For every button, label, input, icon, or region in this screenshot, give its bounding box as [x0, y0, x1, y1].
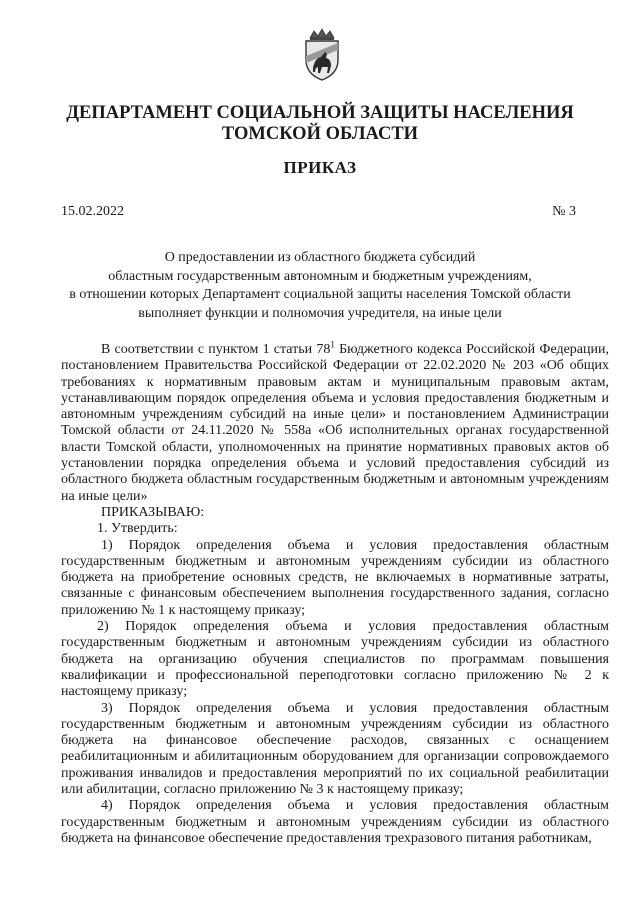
document-subject	[0, 249, 640, 323]
item-1-heading: 1. Утвердить:	[97, 521, 178, 537]
organization-name	[0, 103, 640, 145]
preamble-text-rest: Бюджетного кодекса Российской Федерации, постановлением Правительства Российской Федерации от 22.02.2020 № 203 «Об общих требованиях к нормативным правовым актам и муниципальным правовым актам, устанавливающим порядок определения объема и условия предоставления бюджетным и автономным учреждениям субсидий на иные цели» и постановлением Администрации Томской области от 24.11.2020 № 558а «Об исполнительных органах государственной власти Томской области, уполномоченных на принятие нормативных правовых актов об установлении порядка определения объема и условий предоставления субсидий из областного бюджета областным государственным бюджетным и автономным учреждениям на иные цели»	[61, 342, 609, 504]
subitem-paragraph: 4) Порядок определения объема и условия предоставления областным государственным бюджетным и автономным учреждениям субсидии из областного бюджета на финансовое обеспечение предоставления трехразового питания работникам,	[61, 798, 609, 846]
preamble-text-start: В соответствии с пунктом 1 статьи 78	[101, 342, 331, 357]
document-body	[61, 339, 609, 847]
document-type: ПРИКАЗ	[283, 158, 357, 177]
subitem-paragraph: 3) Порядок определения объема и условия предоставления областным государственным бюджетным и автономным учреждениям субсидии из областного бюджета на финансовое обеспечение расходов, связанных с оснащением реабилитационным и абилитационным оборудованием для организации сопровождаемого проживания инвалидов и предоставления мероприятий по их социальной реабилитации или абилитации, согласно приложению № 3 к настоящему приказу;	[61, 700, 609, 798]
subject-line: областным государственным автономным и бюджетным учреждениям,	[108, 268, 532, 284]
document-number: № 3	[552, 204, 576, 219]
subject-line: в отношении которых Департамент социальной защиты населения Томской области	[69, 287, 571, 302]
organization-name-line-2: ТОМСКОЙ ОБЛАСТИ	[221, 124, 419, 144]
subitem-paragraph: 2) Порядок определения объема и условия предоставления областным государственным бюджетным и автономным учреждениям субсидии из областного бюджета на организацию обучения специалистов по программам повышения квалификации и профессиональной переподготовки согласно приложению № 2 к настоящему приказу;	[61, 619, 609, 700]
subject-line: О предоставлении из областного бюджета субсидий	[164, 250, 476, 265]
preamble-paragraph	[61, 339, 609, 505]
subitem-paragraph: 1) Порядок определения объема и условия предоставления областным государственным бюджетным и автономным учреждениям субсидии из областного бюджета на приобретение основных средств, не включаемых в нормативные затраты, связанные с финансовым обеспечением выполнения государственного задания, согласно приложению № 1 к настоящему приказу;	[61, 537, 609, 618]
tomsk-coat-of-arms-emblem	[300, 28, 344, 82]
subject-line: выполняет функции и полномочия учредителя, на иные цели	[138, 305, 502, 321]
article-superscript: 1	[330, 339, 335, 350]
organization-name-line-1: ДЕПАРТАМЕНТ СОЦИАЛЬНОЙ ЗАЩИТЫ НАСЕЛЕНИЯ	[66, 103, 574, 123]
document-date: 15.02.2022	[61, 204, 124, 219]
order-keyword: ПРИКАЗЫВАЮ:	[101, 504, 205, 520]
